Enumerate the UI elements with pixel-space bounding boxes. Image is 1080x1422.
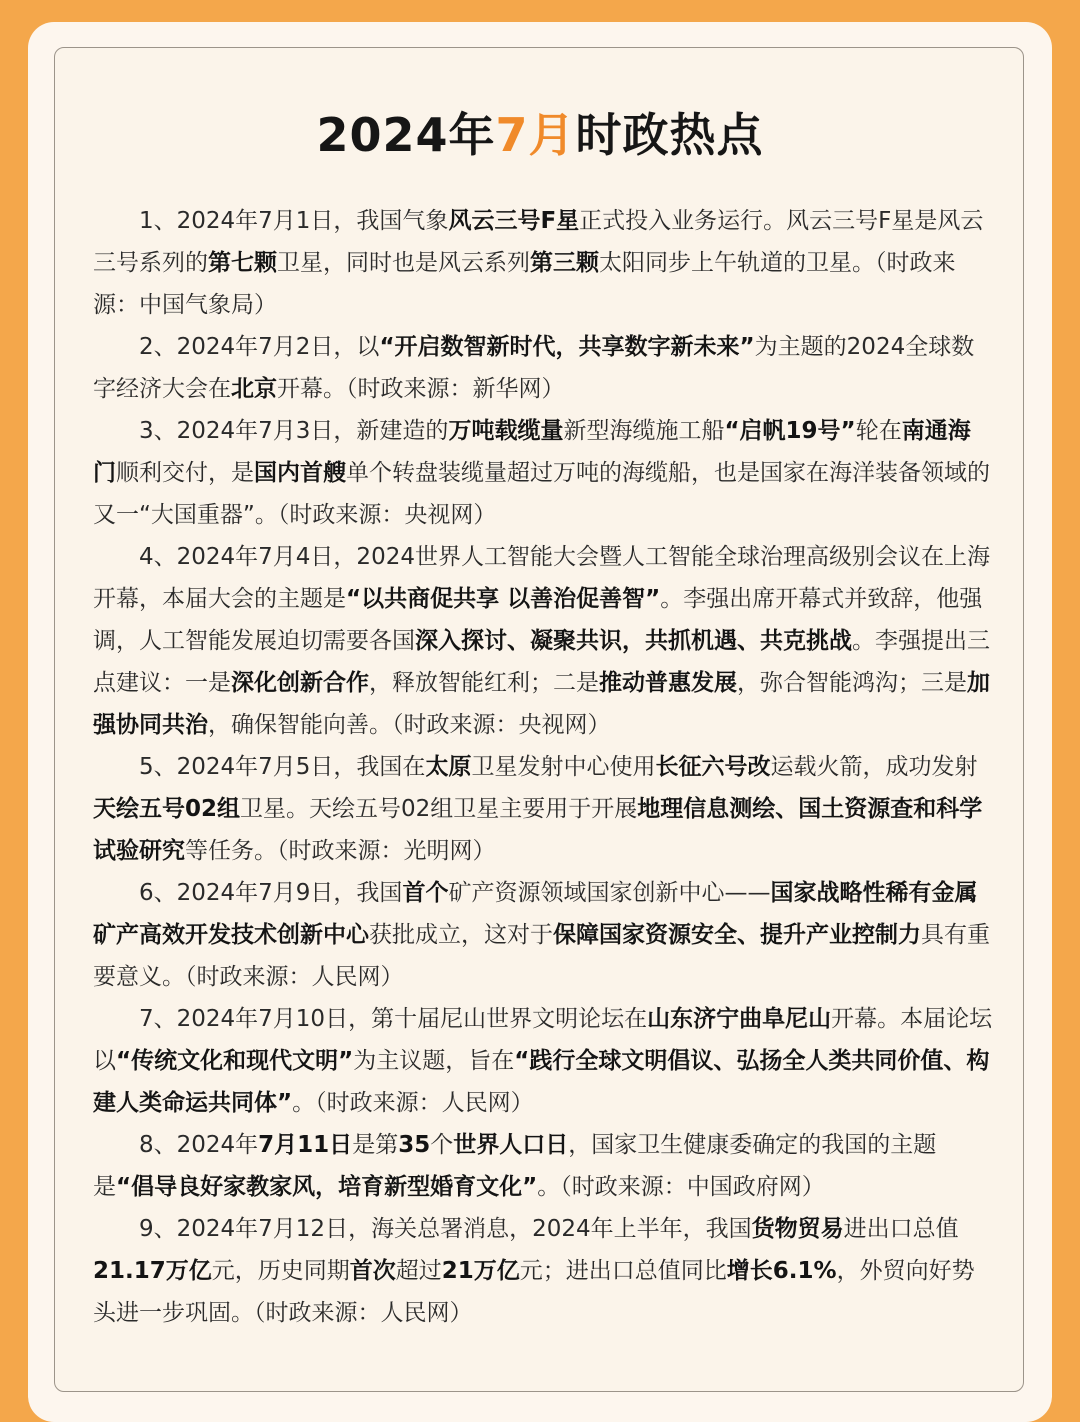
- body-text: 为主题的2024全球数字经济大会在: [93, 334, 975, 402]
- highlight-text: 长征六号改: [655, 754, 771, 780]
- body-text: 2、2024年7月2日，以: [139, 334, 380, 360]
- highlight-text: 35: [398, 1132, 431, 1158]
- news-item: [93, 998, 993, 1124]
- highlight-text: 21.17万亿: [93, 1258, 212, 1284]
- highlight-text: “启帆19号”: [724, 418, 856, 444]
- highlight-text: 天绘五号02组: [93, 796, 241, 822]
- body-text: 新型海缆施工船: [563, 418, 725, 444]
- highlight-text: 北京: [231, 376, 277, 402]
- news-item: [93, 1208, 993, 1334]
- highlight-text: 货物贸易: [751, 1216, 844, 1242]
- news-item: [93, 536, 993, 746]
- body-text: 个: [430, 1132, 454, 1158]
- highlight-text: “践行全球文明倡议、弘扬全人类共同价值、构建人类命运共同体”: [93, 1048, 990, 1116]
- body-text: 卫星。天绘五号02组卫星主要用于开展: [240, 796, 638, 822]
- highlight-text: 深入探讨、凝聚共识，共抓机遇、共克挑战: [415, 628, 852, 654]
- body-text: 5、2024年7月5日，我国在: [139, 754, 426, 780]
- highlight-text: 加强协同共治: [93, 670, 990, 738]
- news-item: [93, 326, 993, 410]
- highlight-text: 首个: [402, 880, 449, 906]
- body-text: 卫星发射中心使用: [471, 754, 656, 780]
- highlight-text: 7月11日: [258, 1132, 353, 1158]
- body-text: 运载火箭，成功发射: [770, 754, 978, 780]
- body-text: 。（时政来源：中国政府网）: [537, 1174, 825, 1200]
- highlight-text: “传统文化和现代文明”: [116, 1048, 354, 1074]
- title-prefix: 2024年: [316, 108, 496, 162]
- body-text: 获批成立，这对于: [369, 922, 553, 948]
- news-item: [93, 200, 993, 326]
- highlight-text: 21万亿: [441, 1258, 520, 1284]
- body-text: 开幕。本届论坛以: [93, 1006, 993, 1074]
- body-text: 9、2024年7月12日，海关总署消息，2024年上半年，我国: [139, 1216, 752, 1242]
- body-text: 矿产资源领域国家创新中心——: [448, 880, 771, 906]
- body-text: 进出口总值: [843, 1216, 959, 1242]
- page-title: [0, 107, 1080, 163]
- body-text: 6、2024年7月9日，我国: [139, 880, 403, 906]
- body-text: 卫星，同时也是风云系列: [277, 250, 530, 276]
- body-text: 7、2024年7月10日，第十届尼山世界文明论坛在: [139, 1006, 648, 1032]
- body-text: 顺利交付，是: [116, 460, 254, 486]
- highlight-text: 保障国家资源安全、提升产业控制力: [553, 922, 921, 948]
- body-text: ，外贸向好势头进一步巩固。（时政来源：人民网）: [93, 1258, 975, 1326]
- body-text: 。李强出席开幕式并致辞，他强调，人工智能发展迫切需要各国: [93, 586, 983, 654]
- body-text: 轮在: [855, 418, 902, 444]
- highlight-text: “开启数智新时代，共享数字新未来”: [379, 334, 755, 360]
- highlight-text: 风云三号F星: [448, 208, 580, 234]
- highlight-text: “倡导良好家教家风，培育新型婚育文化”: [116, 1174, 538, 1200]
- body-text: 8、2024年: [139, 1132, 259, 1158]
- highlight-text: “以共商促共享 以善治促善智”: [346, 586, 661, 612]
- highlight-text: 推动普惠发展: [599, 670, 737, 696]
- highlight-text: 国家战略性稀有金属矿产高效开发技术创新中心: [93, 880, 978, 948]
- body-text: 1、2024年7月1日，我国气象: [139, 208, 449, 234]
- highlight-text: 山东济宁曲阜尼山: [647, 1006, 832, 1032]
- title-accent: 7月: [495, 108, 576, 162]
- body-text: 是第: [352, 1132, 399, 1158]
- body-text: 太阳同步上午轨道的卫星。（时政来源：中国气象局）: [93, 250, 956, 318]
- highlight-text: 首次: [349, 1258, 396, 1284]
- highlight-text: 国内首艘: [254, 460, 346, 486]
- body-text: 超过: [395, 1258, 442, 1284]
- highlight-text: 万吨载缆量: [448, 418, 564, 444]
- highlight-text: 增长6.1%: [726, 1258, 837, 1284]
- body-text: 4、2024年7月4日，2024世界人工智能大会暨人工智能全球治理高级别会议在上海开幕，本届大会的主题是: [93, 544, 990, 612]
- body-text: 具有重要意义。（时政来源：人民网）: [93, 922, 990, 990]
- news-item: [93, 872, 993, 998]
- news-item: [93, 746, 993, 872]
- body-text: ，弥合智能鸿沟；三是: [737, 670, 967, 696]
- highlight-text: 南通海门: [93, 418, 971, 486]
- news-item: [93, 410, 993, 536]
- body-text: 正式投入业务运行。风云三号F星是风云三号系列的: [93, 208, 984, 276]
- title-suffix: 时政热点: [575, 108, 764, 162]
- highlight-text: 第七颗: [208, 250, 277, 276]
- highlight-text: 世界人口日: [453, 1132, 569, 1158]
- highlight-text: 深化创新合作: [231, 670, 369, 696]
- news-item: [93, 1124, 993, 1208]
- body-text: 单个转盘装缆量超过万吨的海缆船，也是国家在海洋装备领域的又一“大国重器”。（时政来源：央视网）: [93, 460, 990, 528]
- body-text: ，国家卫生健康委确定的我国的主题是: [93, 1132, 937, 1200]
- body-text: 等任务。（时政来源：光明网）: [185, 838, 496, 864]
- body-text: 元，历史同期: [211, 1258, 350, 1284]
- highlight-text: 地理信息测绘、国土资源查和科学试验研究: [93, 796, 983, 864]
- body-text: ，释放智能红利；二是: [369, 670, 599, 696]
- body-text: ，确保智能向善。（时政来源：央视网）: [208, 712, 611, 738]
- news-list: [93, 200, 993, 1334]
- body-text: 。李强提出三点建议：一是: [93, 628, 990, 696]
- body-text: 为主议题，旨在: [353, 1048, 515, 1074]
- body-text: 3、2024年7月3日，新建造的: [139, 418, 449, 444]
- body-text: 。（时政来源：人民网）: [292, 1090, 534, 1116]
- body-text: 元；进出口总值同比: [519, 1258, 727, 1284]
- highlight-text: 第三颗: [530, 250, 599, 276]
- highlight-text: 太原: [425, 754, 472, 780]
- body-text: 开幕。（时政来源：新华网）: [277, 376, 565, 402]
